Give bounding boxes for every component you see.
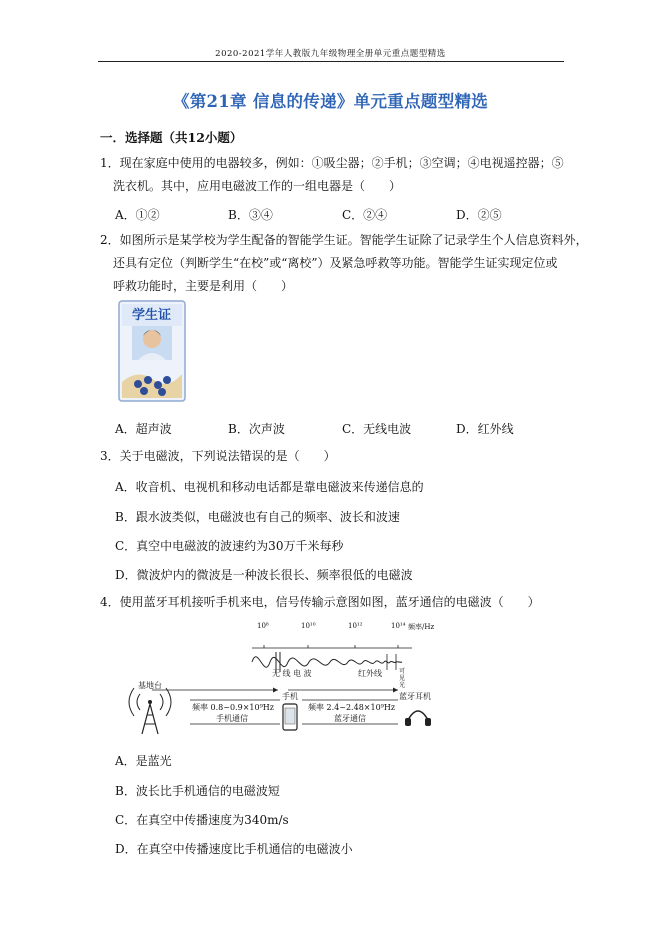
tick-label-1e8: 10⁸ bbox=[257, 622, 269, 630]
q4-option-c: C．在真空中传播速度为340m/s bbox=[115, 813, 289, 827]
question-4-line-1: 4．使用蓝牙耳机接听手机来电，信号传输示意图如图，蓝牙通信的电磁波（ ） bbox=[100, 595, 540, 609]
question-2-line-3: 呼救功能时，主要是利用（ ） bbox=[113, 279, 294, 293]
base-station-label: 基地台 bbox=[138, 681, 162, 690]
spectrum-and-signal-diagram bbox=[112, 618, 442, 740]
q3-option-d: D．微波炉内的微波是一种波长很长、频率很低的电磁波 bbox=[115, 568, 413, 582]
earphone-label: 蓝牙耳机 bbox=[399, 692, 431, 701]
infrared-label: 红外线 bbox=[358, 669, 382, 678]
question-2-line-2: 还具有定位（判断学生“在校”或“离校”）及紧急呼救等功能。智能学生证实现定位或 bbox=[113, 256, 558, 270]
student-card-image bbox=[118, 300, 186, 402]
q4-option-d: D．在真空中传播速度比手机通信的电磁波小 bbox=[115, 842, 353, 856]
q2-option-b: B．次声波 bbox=[228, 422, 285, 436]
question-2-line-1: 2．如图所示是某学校为学生配备的智能学生证。智能学生证除了记录学生个人信息资料外， bbox=[100, 233, 588, 247]
q2-option-c: C．无线电波 bbox=[342, 422, 412, 436]
header-rule bbox=[98, 61, 564, 62]
radio-wave-label: 无 线 电 波 bbox=[272, 669, 312, 678]
question-1-line-1: 1．现在家庭中使用的电器较多，例如：①吸尘器；②手机；③空调；④电视遥控器；⑤ bbox=[100, 156, 564, 170]
q3-option-c: C．真空中电磁波的波速约为30万千米每秒 bbox=[115, 539, 344, 553]
phone-label: 手机 bbox=[282, 692, 298, 701]
signal-diagram bbox=[112, 618, 442, 740]
q3-option-a: A．收音机、电视机和移动电话都是靠电磁波来传递信息的 bbox=[115, 480, 424, 494]
q1-option-b: B．③④ bbox=[228, 208, 273, 222]
axis-unit-label: 频率/Hz bbox=[408, 623, 435, 631]
tick-label-1e14: 10¹⁴ bbox=[391, 622, 406, 630]
q4-option-b: B．波长比手机通信的电磁波短 bbox=[115, 784, 280, 798]
question-3-line-1: 3．关于电磁波，下列说法错误的是（ ） bbox=[100, 449, 336, 463]
tick-label-1e10: 10¹⁰ bbox=[301, 622, 316, 630]
document-title: 《第21章 信息的传递》单元重点题型精选 bbox=[172, 92, 489, 111]
q1-option-c: C．②④ bbox=[342, 208, 388, 222]
visible-light-label: 可见光 bbox=[399, 668, 406, 689]
bluetooth-frequency-label: 频率 2.4~2.48×10⁹Hz bbox=[308, 703, 396, 712]
q3-option-b: B．跟水波类似，电磁波也有自己的频率、波长和波速 bbox=[115, 510, 400, 524]
bluetooth-comm-label: 蓝牙通信 bbox=[334, 714, 366, 723]
q2-option-a: A．超声波 bbox=[115, 422, 172, 436]
q1-option-d: D．②⑤ bbox=[456, 208, 502, 222]
page-header: 2020-2021学年人教版九年级物理全册单元重点题型精选 bbox=[215, 49, 446, 59]
q2-option-d: D．红外线 bbox=[456, 422, 514, 436]
q1-option-a: A．①② bbox=[115, 208, 160, 222]
phone-frequency-label: 频率 0.8~0.9×10⁹Hz bbox=[192, 703, 274, 712]
card-label: 学生证 bbox=[132, 308, 172, 323]
question-1-line-2: 洗衣机。其中，应用电磁波工作的一组电器是（ ） bbox=[113, 179, 402, 193]
section-heading: 一．选择题（共12小题） bbox=[100, 130, 243, 145]
q4-option-a: A．是蓝光 bbox=[115, 754, 172, 768]
tick-label-1e12: 10¹² bbox=[348, 622, 363, 630]
phone-comm-label: 手机通信 bbox=[216, 714, 248, 723]
